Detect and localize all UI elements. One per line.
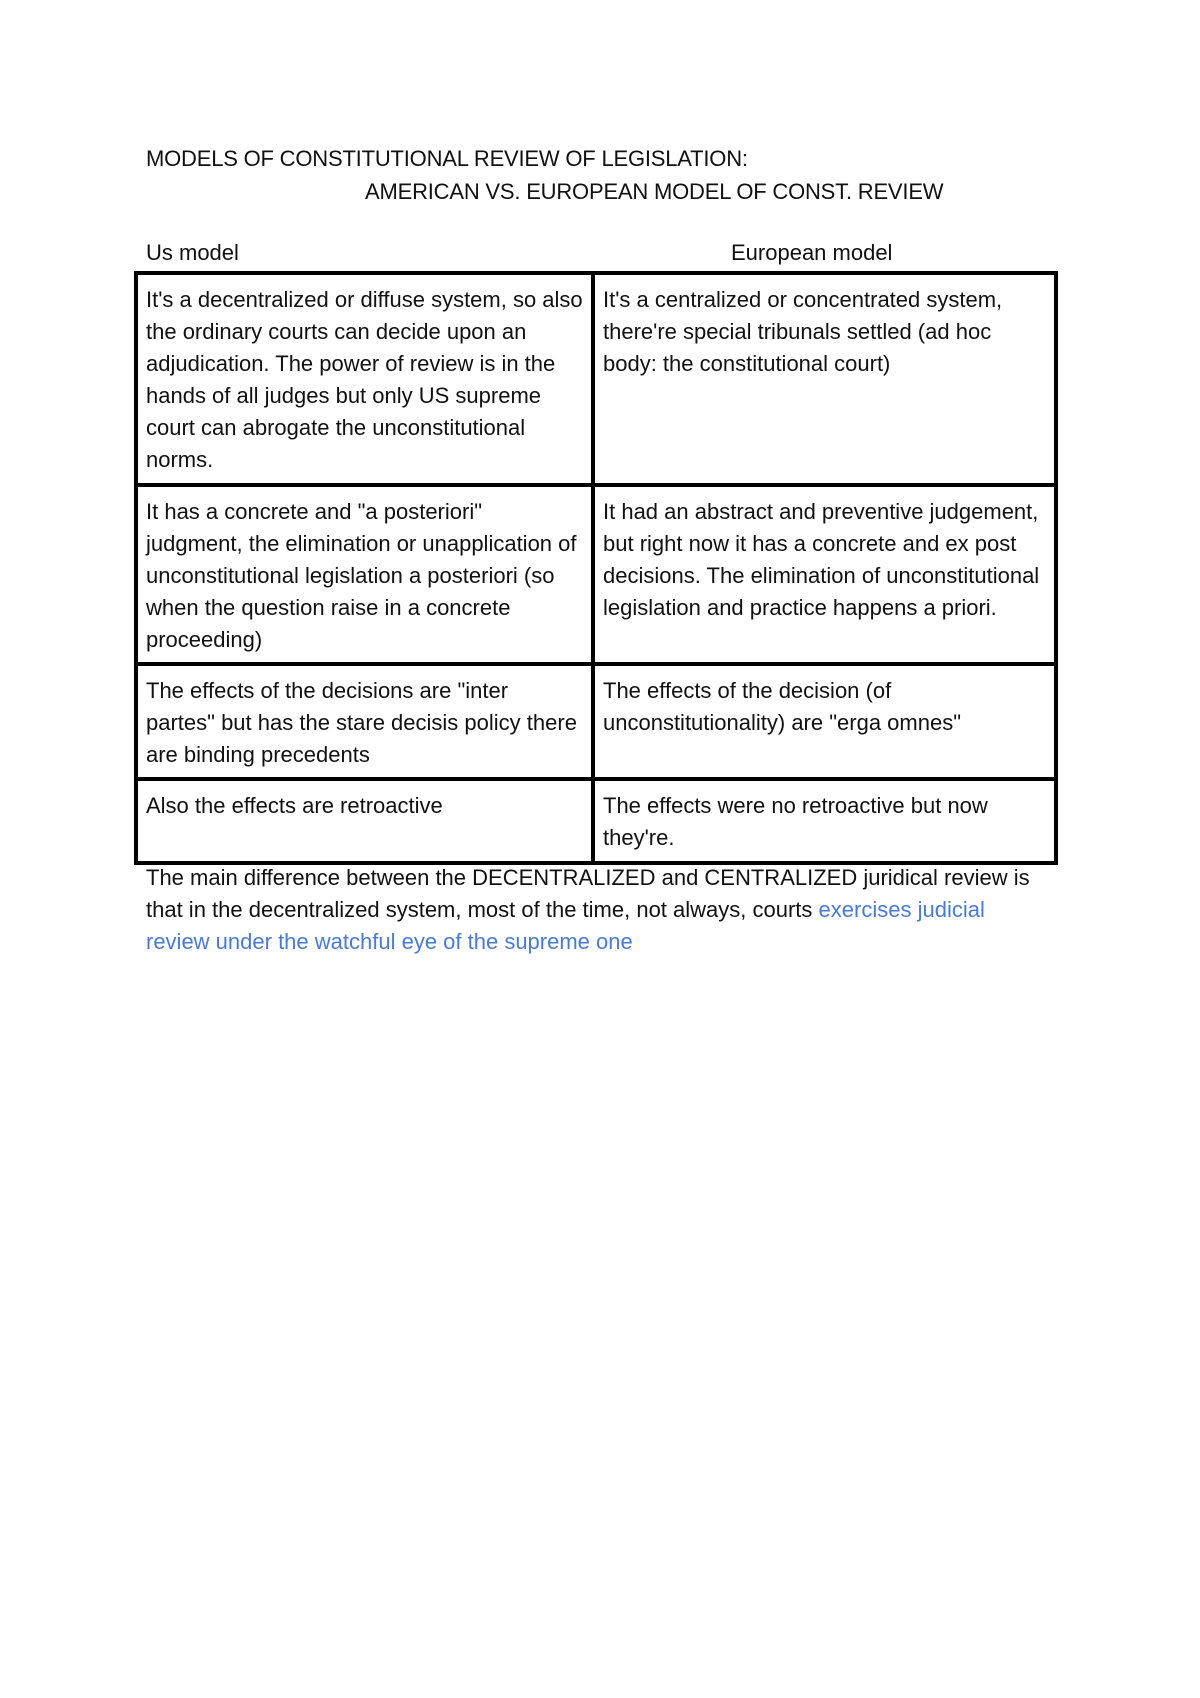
comparison-table (134, 271, 1058, 865)
column-heading-european-model: European model (731, 240, 893, 265)
summary-highlighted-text: exercises judicial review under the watchful eye of the supreme one (146, 897, 985, 954)
us-model-cell: It's a decentralized or diffuse system, so also the ordinary courts can decide upon an adjudication. The power of review is in the hands of all judges but only US supreme court can abrogate the unconstitutional norms. (136, 273, 593, 485)
summary-text: The main difference between the DECENTRALIZED and CENTRALIZED juridical review is that in the decentralized system, most of the time, not always, courts (146, 865, 1030, 922)
document-title: MODELS OF CONSTITUTIONAL REVIEW OF LEGISLATION: (146, 146, 748, 171)
table-row (136, 273, 1056, 485)
summary-paragraph (146, 862, 1046, 958)
us-model-cell: The effects of the decisions are "inter partes" but has the stare decisis policy there are binding precedents (136, 664, 593, 779)
table-row (136, 664, 1056, 779)
european-model-cell: It's a centralized or concentrated system, there're special tribunals settled (ad hoc body: the constitutional court) (593, 273, 1056, 485)
european-model-cell: It had an abstract and preventive judgement, but right now it has a concrete and ex post decisions. The elimination of unconstitutional legislation and practice happens a priori. (593, 485, 1056, 664)
table-row (136, 779, 1056, 863)
document-subtitle: AMERICAN VS. EUROPEAN MODEL OF CONST. REVIEW (365, 179, 944, 204)
european-model-cell: The effects of the decision (of unconstitutionality) are "erga omnes" (593, 664, 1056, 779)
european-model-cell: The effects were no retroactive but now they're. (593, 779, 1056, 863)
us-model-cell: Also the effects are retroactive (136, 779, 593, 863)
column-heading-us-model: Us model (146, 240, 239, 265)
us-model-cell: It has a concrete and "a posteriori" judgment, the elimination or unapplication of unconstitutional legislation a posteriori (so when the question raise in a concrete proceeding) (136, 485, 593, 664)
table-row (136, 485, 1056, 664)
